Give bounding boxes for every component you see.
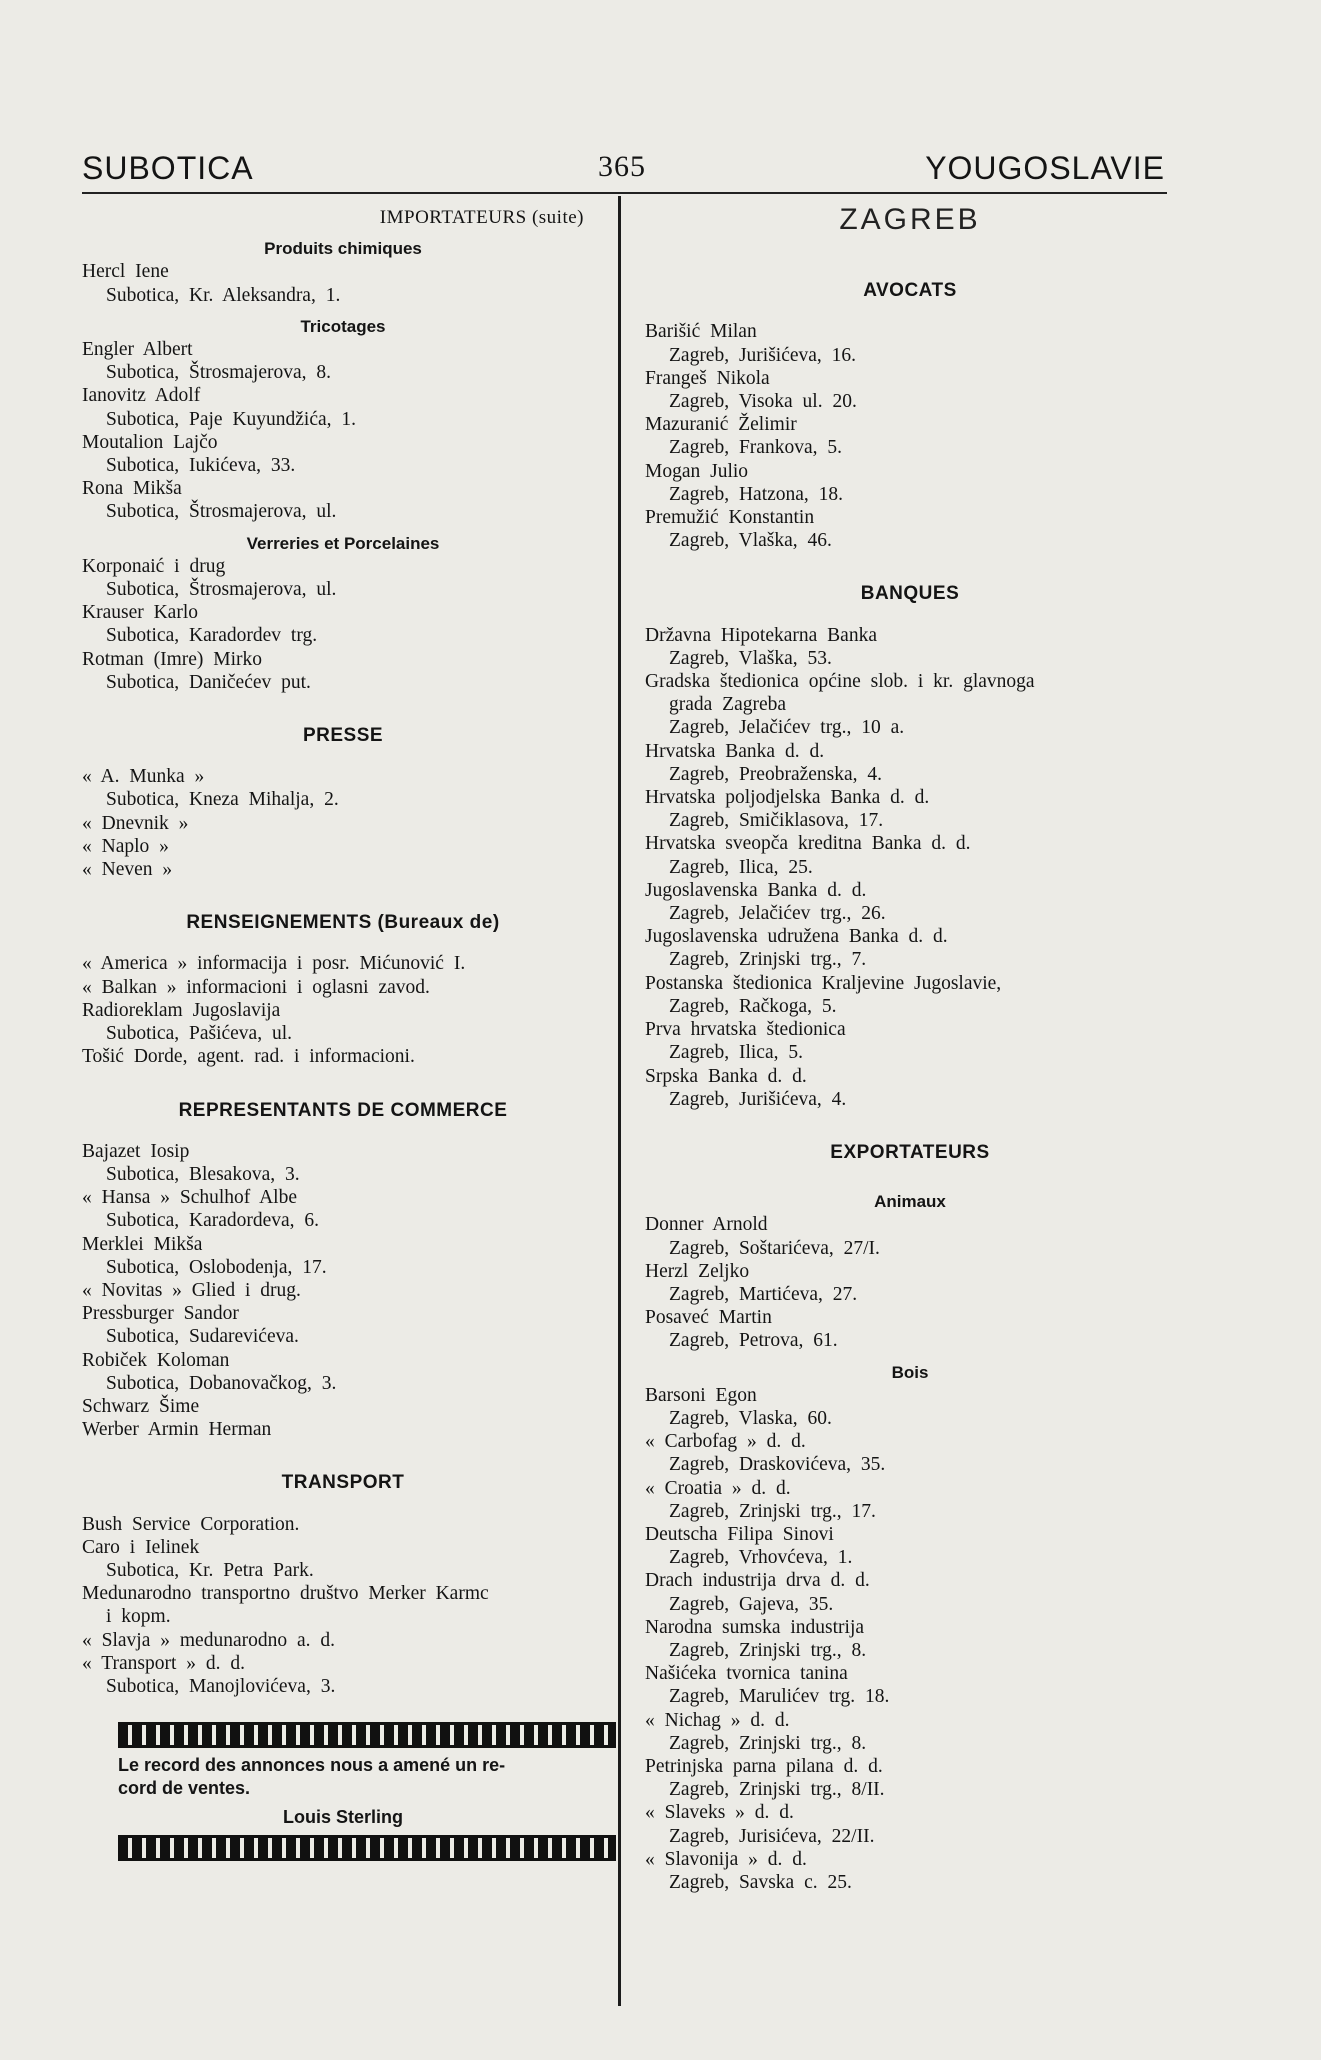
spacer (645, 1164, 1175, 1182)
entry-address: Zagreb, Smičiklasova, 17. (669, 810, 884, 832)
entry-name: « Transport » d. d. (82, 1652, 246, 1674)
entry-name: Pressburger Sandor (82, 1303, 239, 1325)
entry-name: Barsoni Egon (645, 1384, 757, 1406)
entry-name: Moutalion Lajčo (82, 431, 218, 453)
entry-name: Drach industrija drva d. d. (645, 1570, 870, 1592)
entry-name: Mazuranić Želimir (645, 414, 797, 436)
entry-address: Zagreb, Vrhovćeva, 1. (669, 1547, 853, 1569)
entry-address: Subotica, Štrosmajerova, ul. (106, 501, 337, 523)
spacer (82, 229, 604, 237)
entry-name: « Croatia » d. d. (645, 1477, 791, 1499)
entry-address: Zagreb, Zrinjski trg., 8/II. (669, 1779, 885, 1801)
continuation-heading: IMPORTATEURS (suite) (379, 207, 584, 228)
entry-address: Subotica, Kr. Petra Park. (106, 1559, 314, 1581)
entry-name: Bush Service Corporation. (82, 1513, 300, 1535)
spacer (645, 302, 1175, 320)
entry-name: Hrvatska Banka d. d. (645, 740, 825, 762)
ornament-border-bottom (118, 1835, 616, 1861)
spacer (645, 552, 1175, 582)
spacer (645, 1182, 1175, 1190)
left-column (82, 206, 604, 1867)
entry-address: Subotica, Štrosmajerova, ul. (106, 579, 337, 601)
entry-name: « Novitas » Glied i drug. (82, 1279, 301, 1301)
section-heading: PRESSE (302, 725, 384, 747)
entry-address: Subotica, Daničećev put. (106, 671, 311, 693)
entry-name: « Balkan » informacioni i oglasni zavod. (82, 976, 430, 998)
spacer (82, 1069, 604, 1099)
ornament-border-top (118, 1722, 616, 1748)
subsection-heading: Bois (891, 1362, 929, 1382)
entry-address: Zagreb, Marulićev trg. 18. (669, 1686, 890, 1708)
entry-name: Ianovitz Adolf (82, 385, 201, 407)
entry-name: Jugoslavenska udružena Banka d. d. (645, 926, 948, 948)
advert-line: cord de ventes. (118, 1778, 251, 1799)
spacer (82, 747, 604, 765)
entry-address: Zagreb, Ilica, 25. (669, 856, 813, 878)
entry-name: Caro i Ielinek (82, 1536, 200, 1558)
spacer (82, 524, 604, 532)
entry-name: Donner Arnold (645, 1214, 768, 1236)
entry-address: Zagreb, Zrinjski trg., 7. (669, 949, 867, 971)
entry-address: Zagreb, Jelačićev trg., 26. (669, 903, 886, 925)
entry-address: Subotica, Štrosmajerova, 8. (106, 362, 332, 384)
entry-name: Schwarz Šime (82, 1395, 200, 1417)
entry-name: Korponaić i drug (82, 555, 226, 577)
entry-address: Subotica, Sudarevićeva. (106, 1326, 299, 1348)
spacer (645, 249, 1175, 279)
entry-name: Barišić Milan (645, 321, 757, 343)
entry-address: Zagreb, Zrinjski trg., 17. (669, 1500, 876, 1522)
entry-address: Zagreb, Martićeva, 27. (669, 1283, 858, 1305)
spacer (82, 881, 604, 911)
entry-name: Jugoslavenska Banka d. d. (645, 879, 867, 901)
entry-name: Bajazet Iosip (82, 1140, 190, 1162)
entry-name: Werber Armin Herman (82, 1419, 272, 1441)
entry-name: « America » informacija i posr. Mićunović I. (82, 953, 466, 975)
entry-name: Posaveć Martin (645, 1307, 772, 1329)
entry-address: Zagreb, Frankova, 5. (669, 437, 842, 459)
entry-name: « Carbofag » d. d. (645, 1431, 806, 1453)
entry-name: « Hansa » Schulhof Albe (82, 1187, 297, 1209)
entry-name: « A. Munka » (82, 766, 205, 788)
entry-address: Subotica, Oslobodenja, 17. (106, 1256, 327, 1278)
subsection-heading: Produits chimiques (264, 239, 422, 259)
section-heading: AVOCATS (863, 280, 957, 302)
entry-name: Frangeš Nikola (645, 367, 770, 389)
entry-name: « Slaveks » d. d. (645, 1802, 794, 1824)
entry-address: Zagreb, Savska c. 25. (669, 1872, 852, 1893)
entry-name: Petrinjska parna pilana d. d. (645, 1755, 883, 1777)
entry-address: Zagreb, Draskovićeva, 35. (669, 1454, 886, 1476)
entry-name: Premužić Konstantin (645, 507, 815, 529)
entry-address: Zagreb, Gajeva, 35. (669, 1593, 834, 1615)
entry-address: Subotica, Karadordeva, 6. (106, 1210, 320, 1232)
entry-address: Zagreb, Zrinjski trg., 8. (669, 1732, 867, 1754)
entry-address: Zagreb, Hatzona, 18. (669, 483, 844, 505)
subsection-heading: Animaux (874, 1192, 946, 1212)
entry-name: Medunarodno transportno društvo Merker Karmc (82, 1583, 489, 1605)
entry-address: Subotica, Pašićeva, ul. (106, 1023, 293, 1045)
entry-address: Zagreb, Soštarićeva, 27/I. (669, 1237, 880, 1259)
city-heading: ZAGREB (839, 203, 981, 236)
entry-name: Gradska štedionica općine slob. i kr. glavnoga (645, 671, 1035, 693)
column-divider (618, 196, 621, 2006)
spacer (82, 1122, 604, 1140)
entry-address: Zagreb, Petrova, 61. (669, 1330, 838, 1352)
section-heading: BANQUES (860, 583, 960, 605)
entry-name: « Naplo » (82, 835, 169, 857)
entry-name: Tošić Dorde, agent. rad. i informacioni. (82, 1046, 415, 1068)
running-head-right: YOUGOSLAVIE (925, 150, 1165, 186)
entry-address: Subotica, Paje Kuyundžića, 1. (106, 408, 357, 430)
spacer (82, 1698, 604, 1716)
spacer (82, 934, 604, 952)
spacer (645, 606, 1175, 624)
entry-name: Hrvatska sveopča kreditna Banka d. d. (645, 833, 971, 855)
running-head-left: SUBOTICA (82, 150, 254, 186)
entry-address: Zagreb, Jurišićeva, 16. (669, 344, 857, 366)
entry-address: Subotica, Dobanovačkog, 3. (106, 1372, 337, 1394)
entry-name: Rotman (Imre) Mirko (82, 648, 263, 670)
entry-address: Zagreb, Vlaška, 46. (669, 530, 832, 552)
spacer (82, 694, 604, 724)
advert-line: Le record des annonces nous a amené un re- (118, 1755, 506, 1776)
entry-address: grada Zagreba (669, 694, 787, 716)
entry-name: Rona Mikša (82, 478, 182, 500)
entry-address: Subotica, Iukićeva, 33. (106, 455, 296, 477)
section-heading: REPRESENTANTS DE COMMERCE (178, 1099, 508, 1121)
entry-name: Prva hrvatska štedionica (645, 1019, 846, 1041)
entry-address: Subotica, Manojlovićeva, 3. (106, 1675, 336, 1697)
entry-name: Radioreklam Jugoslavija (82, 999, 281, 1021)
subsection-heading: Tricotages (300, 316, 386, 336)
spacer (645, 1353, 1175, 1361)
entry-name: « Nichag » d. d. (645, 1709, 790, 1731)
entry-address: Zagreb, Ilica, 5. (669, 1042, 803, 1064)
entry-name: Srpska Banka d. d. (645, 1065, 807, 1087)
entry-address: Zagreb, Jurišićeva, 4. (669, 1088, 847, 1110)
spacer (82, 1495, 604, 1513)
entry-address: Subotica, Kr. Aleksandra, 1. (106, 284, 341, 306)
entry-name: Narodna sumska industrija (645, 1616, 865, 1638)
section-heading: TRANSPORT (281, 1472, 405, 1494)
header-rule (82, 192, 1167, 194)
entry-name: « Dnevnik » (82, 812, 189, 834)
entry-name: Postanska štedionica Kraljevine Jugoslavie, (645, 972, 1002, 994)
entry-name: Hrvatska poljodjelska Banka d. d. (645, 787, 930, 809)
entry-name: Herzl Zeljko (645, 1260, 750, 1282)
entry-name: « Slavja » medunarodno a. d. (82, 1629, 335, 1651)
entry-name: Robiček Koloman (82, 1349, 230, 1371)
entry-name: « Neven » (82, 859, 173, 881)
entry-name: Hercl Iene (82, 261, 169, 283)
entry-name: « Slavonija » d. d. (645, 1848, 807, 1870)
entry-name: Engler Albert (82, 339, 193, 361)
entry-name: Krauser Karlo (82, 602, 198, 624)
entry-address: Zagreb, Zrinjski trg., 8. (669, 1639, 867, 1661)
entry-address: Zagreb, Visoka ul. 20. (669, 391, 857, 413)
entry-name: Državna Hipotekarna Banka (645, 624, 877, 646)
page-number: 365 (598, 150, 646, 183)
entry-name: Mogan Julio (645, 460, 749, 482)
section-heading: RENSEIGNEMENTS (Bureaux de) (186, 912, 500, 934)
right-column (645, 203, 1175, 1894)
spacer (645, 1111, 1175, 1141)
entry-name: Deutscha Filipa Sinovi (645, 1523, 834, 1545)
entry-address: Zagreb, Račkoga, 5. (669, 995, 837, 1017)
entry-address: Zagreb, Jurisićeva, 22/II. (669, 1825, 875, 1847)
spacer (82, 307, 604, 315)
entry-address: Subotica, Blesakova, 3. (106, 1163, 300, 1185)
spacer (82, 1441, 604, 1471)
entry-address: Zagreb, Vlaška, 53. (669, 647, 832, 669)
entry-address: Subotica, Kneza Mihalja, 2. (106, 789, 339, 811)
entry-address: Subotica, Karadordev trg. (106, 625, 318, 647)
section-heading: EXPORTATEURS (830, 1141, 990, 1163)
entry-name: Našićeka tvornica tanina (645, 1663, 848, 1685)
entry-address: Zagreb, Preobraženska, 4. (669, 763, 883, 785)
subsection-heading: Verreries et Porcelaines (246, 533, 440, 553)
entry-name: Merklei Mikša (82, 1233, 203, 1255)
entry-address: Zagreb, Vlaska, 60. (669, 1407, 832, 1429)
entry-address: i kopm. (106, 1606, 171, 1628)
advert-text (82, 1754, 598, 1800)
entry-address: Zagreb, Jelačićev trg., 10 a. (669, 717, 905, 739)
advert-signature: Louis Sterling (282, 1807, 403, 1828)
